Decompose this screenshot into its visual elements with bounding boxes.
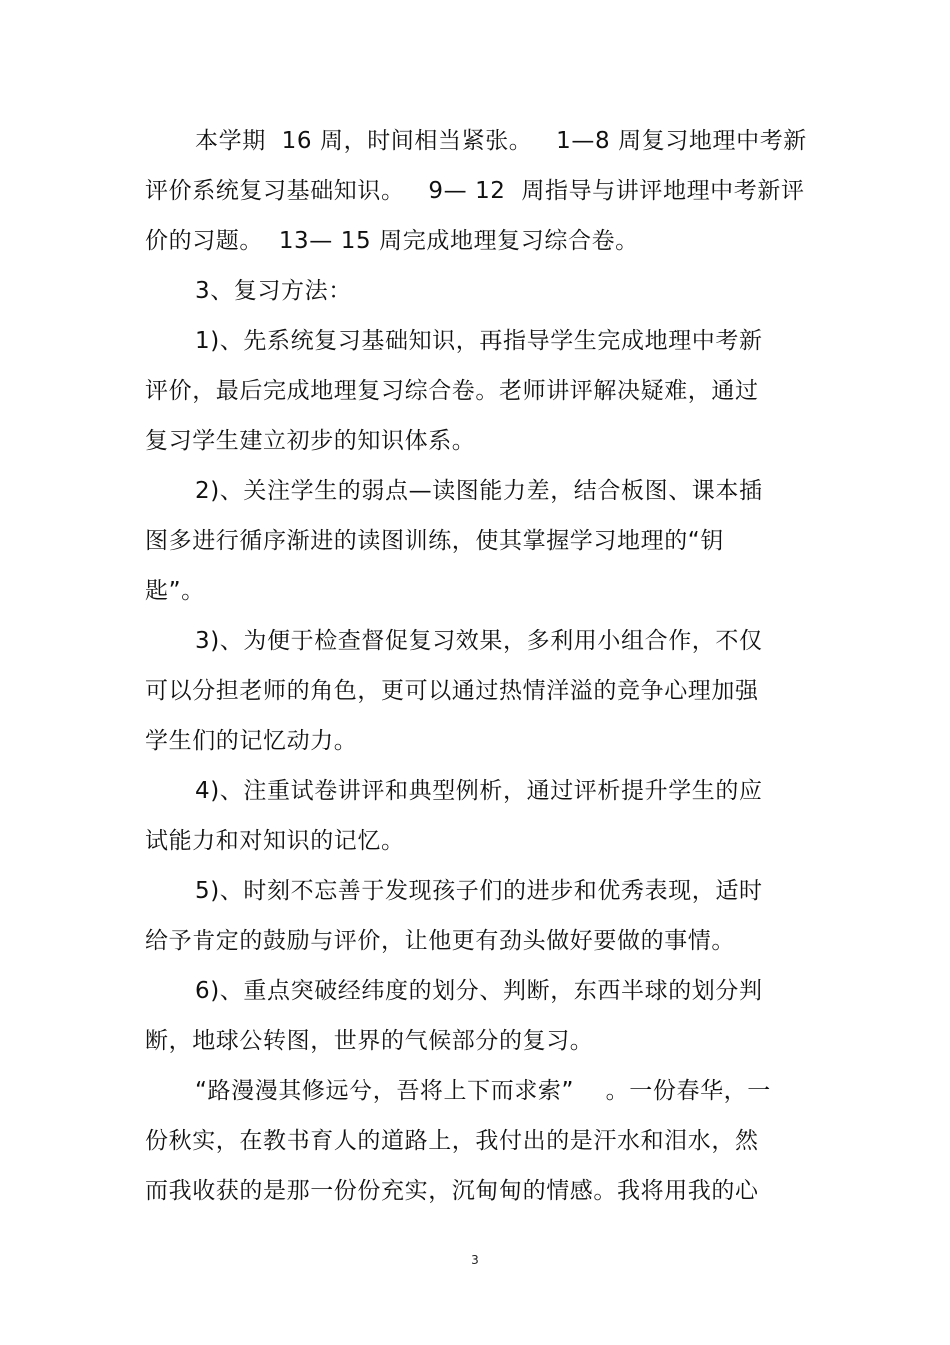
text-line: 3)、为便于检查督促复习效果，多利用小组合作，不仅: [195, 628, 763, 654]
text-line: 匙”。: [145, 578, 205, 604]
section-heading: 3、复习方法：: [195, 278, 352, 304]
text-line: 断，地球公转图，世界的气候部分的复习。: [145, 1028, 594, 1054]
text-line: 1)、先系统复习基础知识，再指导学生完成地理中考新: [195, 328, 763, 354]
text-line: 4)、注重试卷讲评和典型例析，通过评析提升学生的应: [195, 778, 763, 804]
text-line: 2)、关注学生的弱点—读图能力差，结合板图、课本插: [195, 478, 763, 504]
text-line: 可以分担老师的角色，更可以通过热情洋溢的竞争心理加强: [145, 678, 759, 704]
text-line: 学生们的记忆动力。: [145, 728, 358, 754]
text-line: 本学期 16 周，时间相当紧张。 1—8 周复习地理中考新: [195, 128, 807, 154]
text-line: 而我收获的是那一份份充实，沉甸甸的情感。我将用我的心: [145, 1178, 759, 1204]
text-line: 图多进行循序渐进的读图训练，使其掌握学习地理的“钥: [145, 528, 724, 554]
text-line: 6)、重点突破经纬度的划分、判断，东西半球的划分判: [195, 978, 763, 1004]
page-number: 3: [471, 1253, 479, 1267]
text-line: 试能力和对知识的记忆。: [145, 828, 405, 854]
text-line: 给予肯定的鼓励与评价，让他更有劲头做好要做的事情。: [145, 928, 735, 954]
text-line: 5)、时刻不忘善于发现孩子们的进步和优秀表现，适时: [195, 878, 763, 904]
text-line: 复习学生建立初步的知识体系。: [145, 428, 476, 454]
text-line: 份秋实，在教书育人的道路上，我付出的是汗水和泪水，然: [145, 1128, 759, 1154]
text-line: 价的习题。 13— 15 周完成地理复习综合卷。: [145, 228, 639, 254]
text-line: “路漫漫其修远兮，吾将上下而求索” 。一份春华，一: [195, 1078, 771, 1104]
text-line: 评价，最后完成地理复习综合卷。老师讲评解决疑难，通过: [145, 378, 759, 404]
text-line: 评价系统复习基础知识。 9— 12 周指导与讲评地理中考新评: [145, 178, 805, 204]
